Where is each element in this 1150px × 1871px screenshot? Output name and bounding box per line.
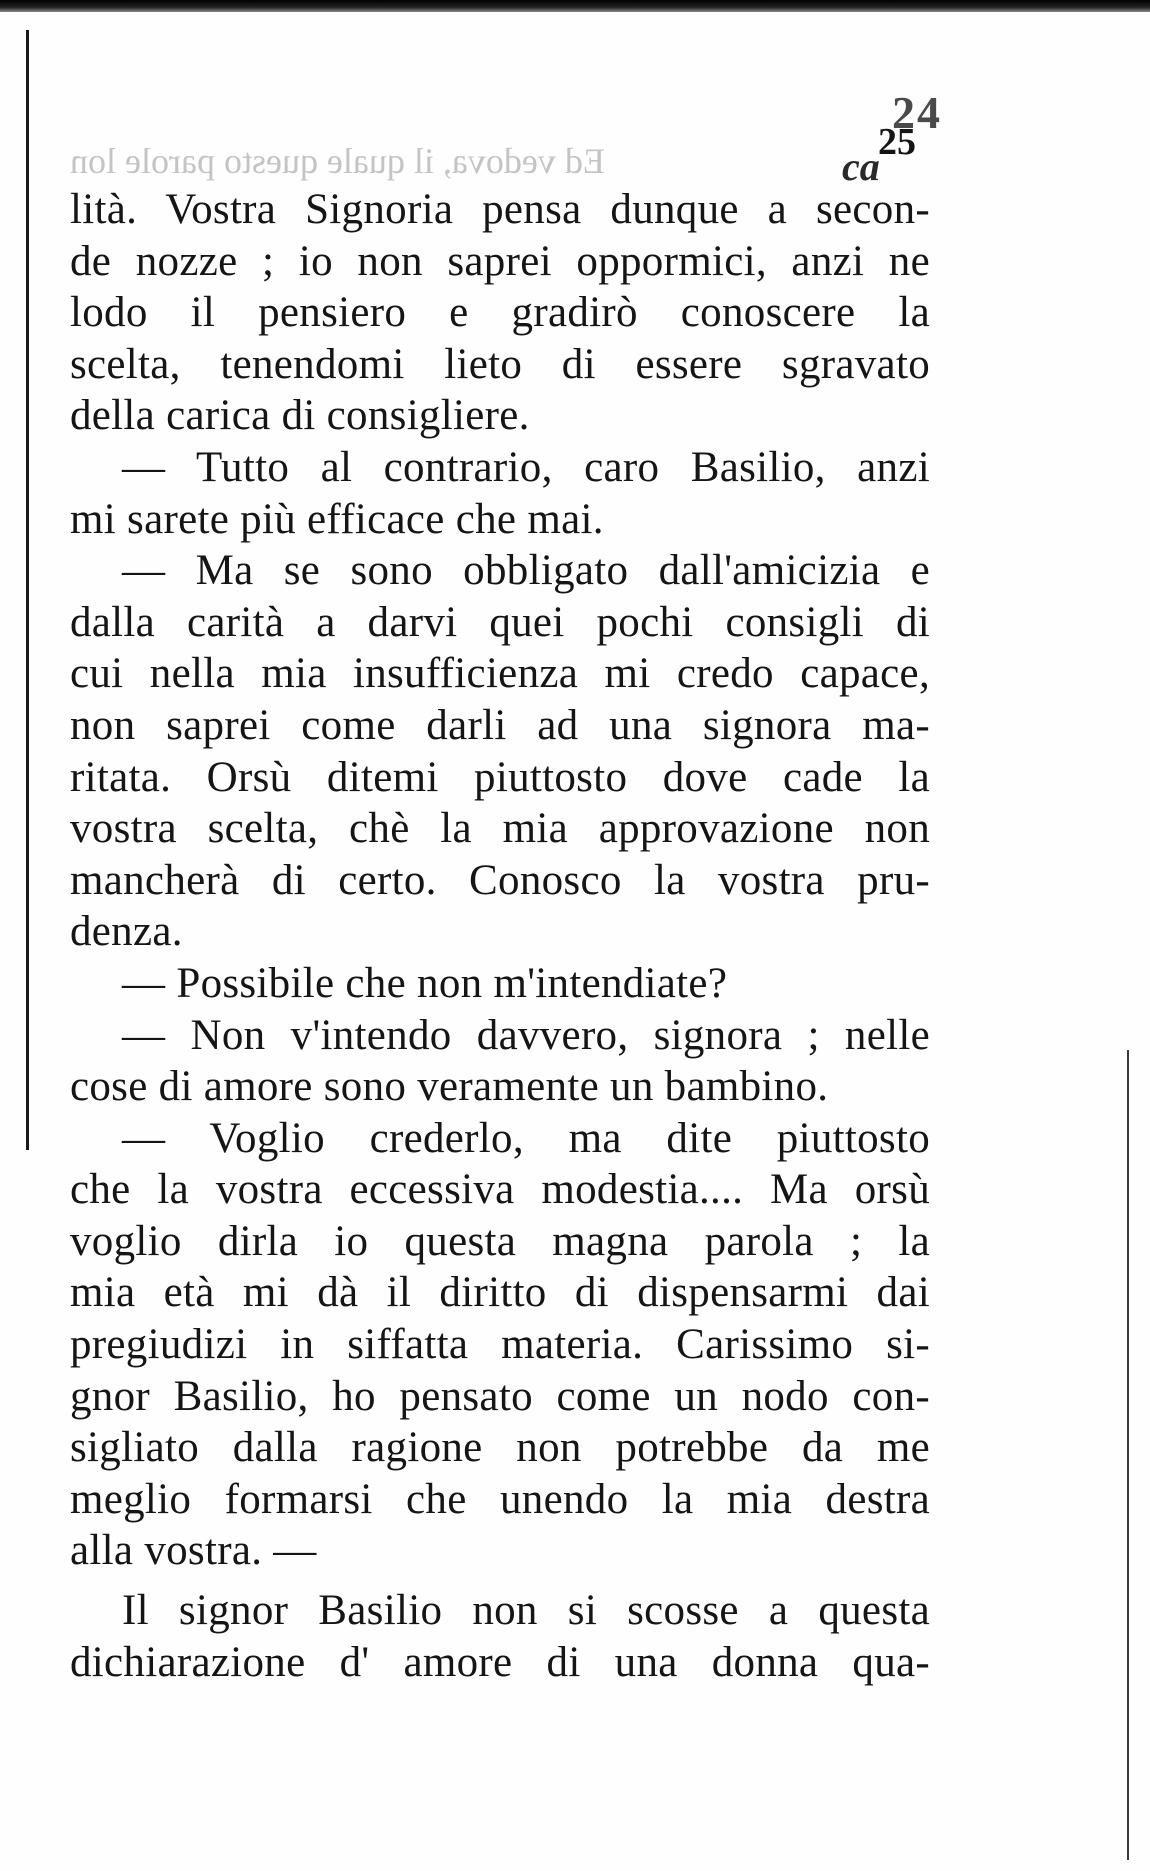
- bleed-through-text: Ed vedova, il quale questo parole lon: [70, 141, 605, 181]
- top-edge-rule: [0, 0, 1150, 12]
- text-line: cui nella mia insufficienza mi credo capace,: [70, 650, 930, 698]
- text-line: voglio dirla io questa magna parola ; la: [70, 1217, 930, 1265]
- text-line: mancherà di certo. Conosco la vostra pru-: [70, 856, 930, 904]
- right-margin-rule: [1127, 1050, 1129, 1860]
- text-line: — Non v'intendo davvero, signora ; nelle: [122, 1011, 930, 1059]
- text-line: mia età mi dà il diritto di dispensarmi dai: [70, 1269, 930, 1317]
- text-line: cose di amore sono veramente un bambino.: [70, 1063, 829, 1111]
- text-line: sigliato dalla ragione non potrebbe da me: [70, 1424, 930, 1472]
- page-number: 25: [878, 121, 916, 163]
- text-line: lità. Vostra Signoria pensa dunque a secon-: [70, 186, 930, 233]
- text-line: vostra scelta, chè la mia approvazione non: [70, 805, 930, 853]
- text-line: — Voglio crederlo, ma dite piuttosto: [122, 1114, 930, 1162]
- text-line: dalla carità a darvi quei pochi consigli di: [70, 598, 930, 646]
- text-line: gnor Basilio, ho pensato come un nodo con-: [70, 1372, 930, 1420]
- text-line: scelta, tenendomi lieto di essere sgravato: [70, 340, 930, 388]
- text-line: Il signor Basilio non si scosse a questa: [122, 1587, 930, 1635]
- text-line: de nozze ; io non saprei oppormici, anzi ne: [70, 237, 930, 285]
- text-line: della carica di consigliere.: [70, 392, 530, 440]
- text-line: — Possibile che non m'intendiate?: [122, 959, 728, 1007]
- body-text: [70, 184, 930, 1688]
- text-line: denza.: [70, 908, 183, 956]
- text-line: ritata. Orsù ditemi piuttosto dove cade la: [70, 753, 930, 801]
- page-number-old: 24: [892, 87, 942, 138]
- text-line: — Ma se sono obbligato dall'amicizia e: [122, 547, 930, 595]
- text-line: non saprei come darli ad una signora ma-: [70, 701, 930, 749]
- bleed-mark: ca: [842, 144, 880, 189]
- text-line: mi sarete più efficace che mai.: [70, 495, 604, 543]
- text-line: — Tutto al contrario, caro Basilio, anzi: [122, 443, 930, 491]
- text-line: meglio formarsi che unendo la mia destra: [70, 1475, 930, 1523]
- text-line: alla vostra. —: [70, 1527, 317, 1575]
- text-line: lodo il pensiero e gradirò conoscere la: [70, 289, 930, 337]
- left-margin-rule: [26, 30, 29, 1150]
- text-line: dichiarazione d' amore di una donna qua-: [70, 1638, 930, 1686]
- text-line: che la vostra eccessiva modestia.... Ma orsù: [70, 1166, 930, 1214]
- text-line: pregiudizi in siffatta materia. Carissimo si-: [70, 1321, 930, 1369]
